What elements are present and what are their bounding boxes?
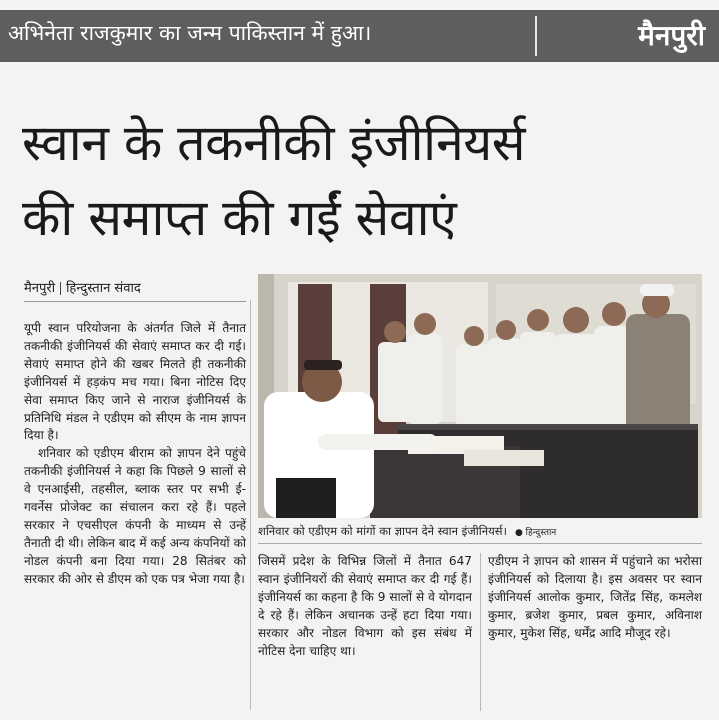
news-photo-illustration [258, 274, 702, 518]
photo-caption-text: शनिवार को एडीएम को मांगों का ज्ञापन देने स्वान इंजीनियर्स। [258, 524, 507, 538]
kicker-divider [535, 16, 537, 56]
byline [24, 278, 141, 296]
kicker-band [0, 10, 719, 62]
photo-caption [258, 524, 702, 539]
news-photo [258, 274, 702, 518]
article-paragraph: एडीएम ने ज्ञापन को शासन में पहुंचाने का भरोसा इंजीनियर्स को दिलाया है। इस अवसर पर स्वान इंजीनियर्स आलोक कुमार, जितेंद्र सिंह, कमलेश कुमार, ब्रजेश कुमार, प्रबल कुमार, अविनाश कुमार, मुकेश सिंह, धर्मेंद्र आदि मौजूद रहे। [488, 554, 702, 640]
article-column-3 [488, 553, 702, 643]
photo-credit: ● हिन्दुस्तान [514, 528, 557, 538]
article-paragraph: यूपी स्वान परियोजना के अंतर्गत जिले में तैनात तकनीकी इंजीनियर्स की सेवाएं समाप्त कर दी गई। सेवाएं समाप्त होने की खबर मिलते ही तकनीकी इंजीनियर्स में हड़कंप मच गया। बिना नोटिस दिए सेवा समाप्त किए जाने से नाराज इंजीनियर्स के प्रतिनिधि मंडल ने एडीएम को सीएम के नाम ज्ञापन दिया है। [24, 321, 246, 443]
headline-line-1: स्वान के तकनीकी इंजीनियर्स [22, 114, 526, 172]
byline-rule [24, 301, 246, 302]
caption-rule [258, 543, 702, 544]
article-column-2 [258, 553, 472, 660]
byline-source: हिन्दुस्तान संवाद [66, 281, 141, 296]
article-paragraph: जिसमें प्रदेश के विभिन्न जिलों में तैनात 647 स्वान इंजीनियरों की सेवाएं समाप्त कर दी गई हैं। इंजीनियर्स का कहना है कि 9 सालों से वे योगदान दे रहे हैं। लेकिन अचानक उन्हें हटा दिया गया। सरकार और नोडल विभाग को इस संबंध में नोटिस देना चाहिए था। [258, 554, 472, 658]
byline-place: मैनपुरी [24, 281, 56, 296]
headline-line-2: की समाप्त की गईं सेवाएं [22, 189, 457, 247]
column-rule [250, 300, 251, 710]
city-label: मैनपुरी [638, 19, 705, 52]
article-paragraph: शनिवार को एडीएम बीराम को ज्ञापन देने पहुंचे तकनीकी इंजीनियर्स ने कहा कि पिछले 9 सालों से वे एनआईसी, तहसील, ब्लाक स्तर पर सभी ई-गवर्नेस प्रोजेक्ट का संचालन करा रहे हैं। पहले सरकार ने एचसीएल कंपनी के माध्यम से उन्हें तैनाती दी थी। लेकिन बाद में कई अन्य कंपनियों को नोडल कंपनी बना दिया गया। 28 सितंबर को सरकार की ओर से डीएम को एक पत्र भेजा गया है। [24, 446, 246, 586]
column-rule [480, 553, 481, 711]
article-column-1 [24, 320, 246, 589]
kicker-text: अभिनेता राजकुमार का जन्म पाकिस्तान में हुआ। [8, 21, 372, 45]
byline-separator [60, 282, 61, 295]
